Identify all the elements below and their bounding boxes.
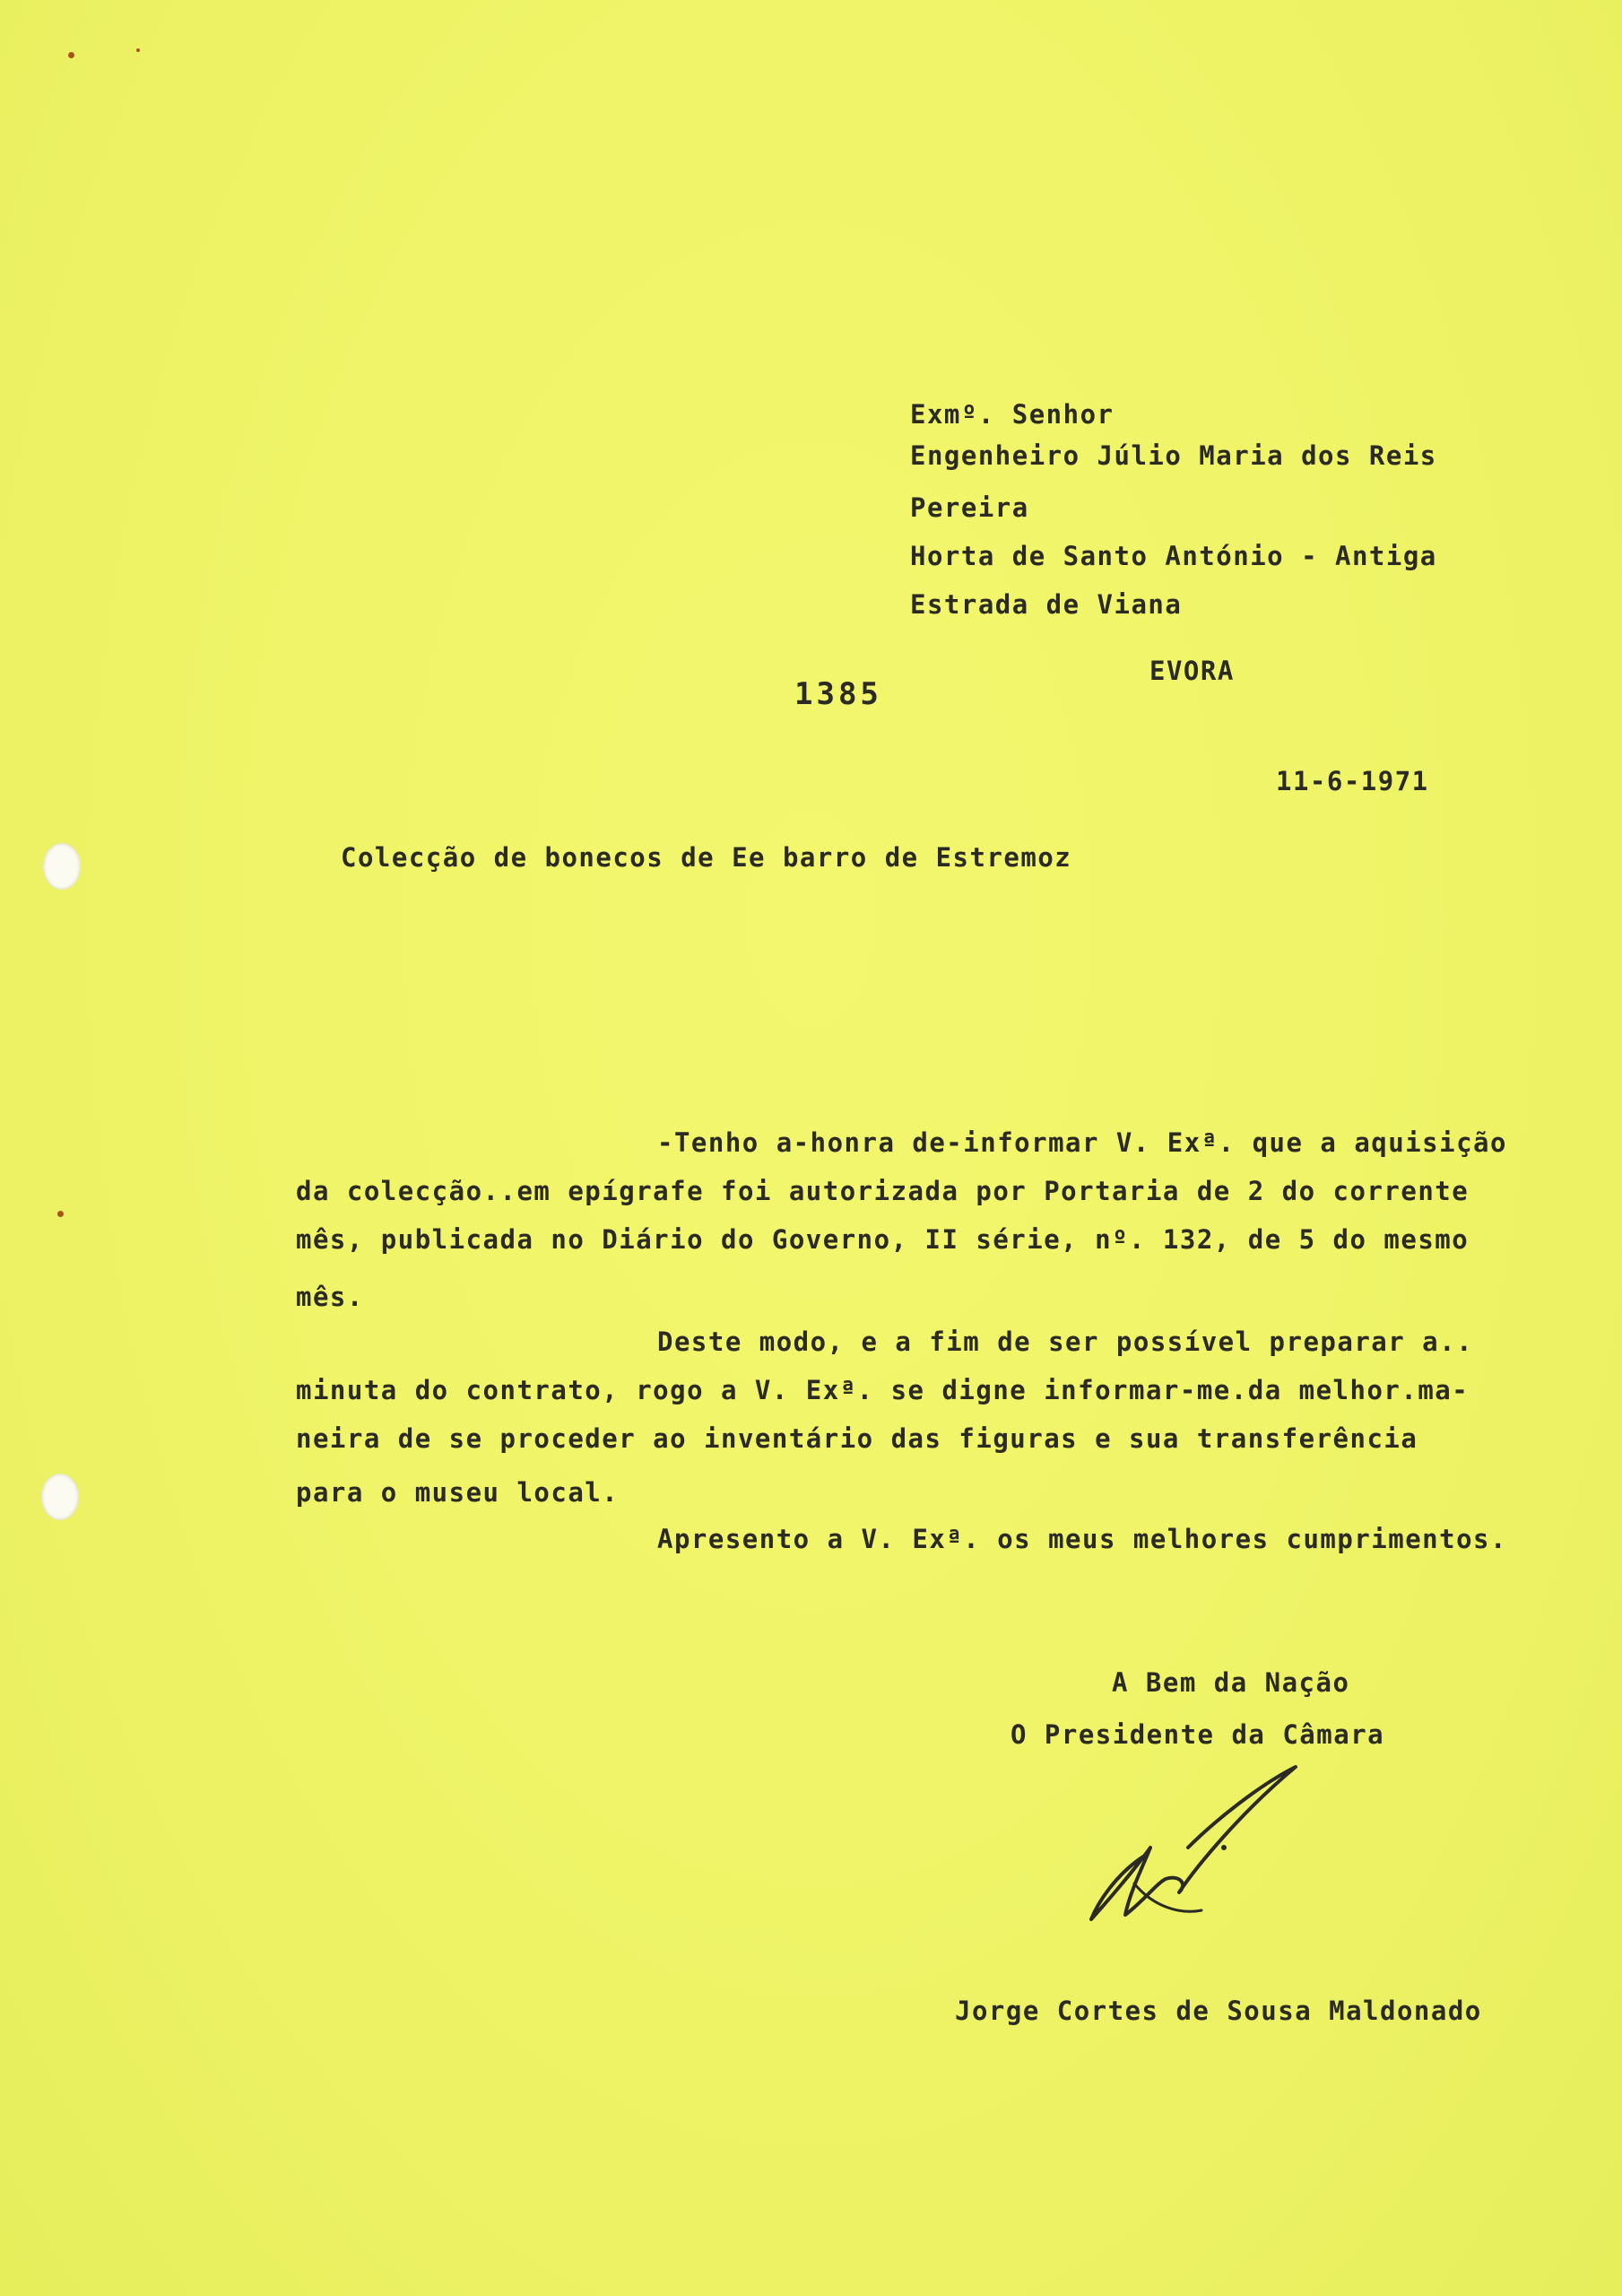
- handwritten-signature: [1080, 1749, 1314, 1928]
- paper-speck: [57, 1211, 64, 1217]
- punch-hole-top: [43, 843, 81, 890]
- paper-speck: [136, 48, 140, 52]
- reference-number: 1385: [794, 676, 882, 712]
- recipient-line-3: Horta de Santo António - Antiga: [910, 541, 1437, 571]
- punch-hole-bottom: [41, 1474, 79, 1520]
- body-line: mês.: [296, 1282, 364, 1312]
- letter-date: 11-6-1971: [1276, 766, 1429, 796]
- body-line: mês, publicada no Diário do Governo, II série, nº. 132, de 5 do mesmo: [296, 1224, 1470, 1255]
- body-line: -Tenho a-honra de-informar V. Exª. que a aquisição: [657, 1127, 1507, 1158]
- recipient-salutation: Exmº. Senhor: [910, 399, 1115, 430]
- recipient-city: EVORA: [1149, 656, 1235, 686]
- body-line: minuta do contrato, rogo a V. Exª. se digne informar-me.da melhor.ma-: [296, 1375, 1470, 1405]
- body-line: Deste modo, e a fim de ser possível preparar a..: [657, 1326, 1474, 1357]
- recipient-line-1: Engenheiro Júlio Maria dos Reis: [910, 440, 1437, 471]
- recipient-line-2: Pereira: [910, 492, 1029, 523]
- signatory-name: Jorge Cortes de Sousa Maldonado: [955, 1996, 1482, 2026]
- body-line: neira de se proceder ao inventário das figuras e sua transferência: [296, 1423, 1418, 1454]
- closing-title: O Presidente da Câmara: [1010, 1719, 1385, 1750]
- closing-motto: A Bem da Nação: [1112, 1667, 1350, 1698]
- body-line: da colecção..em epígrafe foi autorizada por Portaria de 2 do corrente: [296, 1176, 1470, 1206]
- paper-speck: [68, 52, 74, 58]
- body-line: Apresento a V. Exª. os meus melhores cumprimentos.: [657, 1524, 1507, 1554]
- body-line: para o museu local.: [296, 1477, 620, 1508]
- recipient-line-4: Estrada de Viana: [910, 589, 1183, 620]
- letter-subject: Colecção de bonecos de Ee barro de Estremoz: [341, 842, 1072, 873]
